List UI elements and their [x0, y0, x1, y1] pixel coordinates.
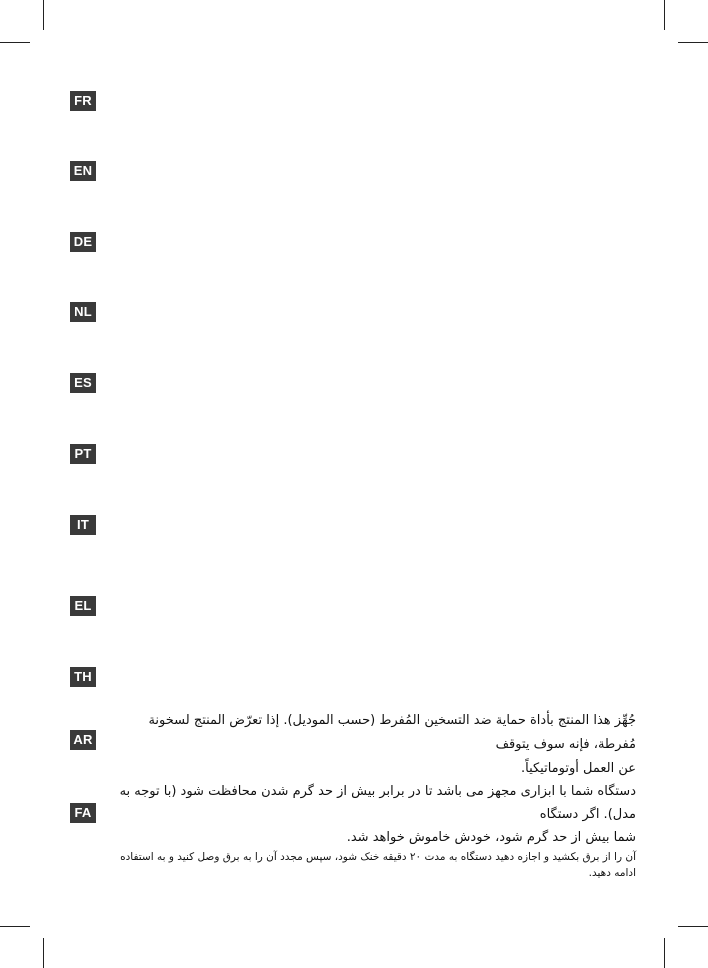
crop-mark-top-left-vertical — [43, 0, 44, 30]
language-badge-el: EL — [70, 596, 96, 616]
crop-mark-bottom-left-vertical — [43, 938, 44, 968]
crop-mark-top-right-vertical — [664, 0, 665, 30]
crop-mark-bottom-left-horizontal — [0, 926, 30, 927]
language-badge-de: DE — [70, 232, 96, 252]
language-badge-fa: FA — [70, 803, 96, 823]
language-badge-nl: NL — [70, 302, 96, 322]
crop-mark-top-left-horizontal — [0, 42, 30, 43]
arabic-paragraph — [104, 709, 636, 781]
crop-mark-bottom-right-vertical — [664, 938, 665, 968]
crop-mark-top-right-horizontal — [678, 42, 708, 43]
farsi-line-3: آن را از برق بکشید و اجازه دهید دستگاه به مدت ۲۰ دقیقه خنک شود، سپس مجدد آن را به برق وصل کنید و به استفاده ادامه دهید. — [120, 851, 636, 879]
farsi-paragraph — [104, 780, 636, 881]
language-badge-fr: FR — [70, 91, 96, 111]
crop-mark-bottom-right-horizontal — [678, 926, 708, 927]
arabic-line-1: جُهِّز هذا المنتج بأداة حماية ضد التسخين المُفرط (حسب الموديل). إذا تعرّض المنتج لسخونة مُفرطة، فإنه سوف يتوقف — [148, 713, 636, 752]
farsi-line-2: شما بیش از حد گرم شود، خودش خاموش خواهد شد. — [346, 830, 636, 845]
language-badge-ar: AR — [70, 730, 96, 750]
language-badge-th: TH — [70, 667, 96, 687]
language-badge-es: ES — [70, 373, 96, 393]
farsi-line-1: دستگاه شما با ابزاری مجهز می باشد تا در برابر بیش از حد گرم شدن محافظت شود (با توجه به مدل). اگر دستگاه — [119, 784, 636, 822]
arabic-line-2: عن العمل أوتوماتيكياً. — [520, 761, 636, 776]
language-badge-en: EN — [70, 161, 96, 181]
language-badge-it: IT — [70, 515, 96, 535]
language-badge-pt: PT — [70, 444, 96, 464]
